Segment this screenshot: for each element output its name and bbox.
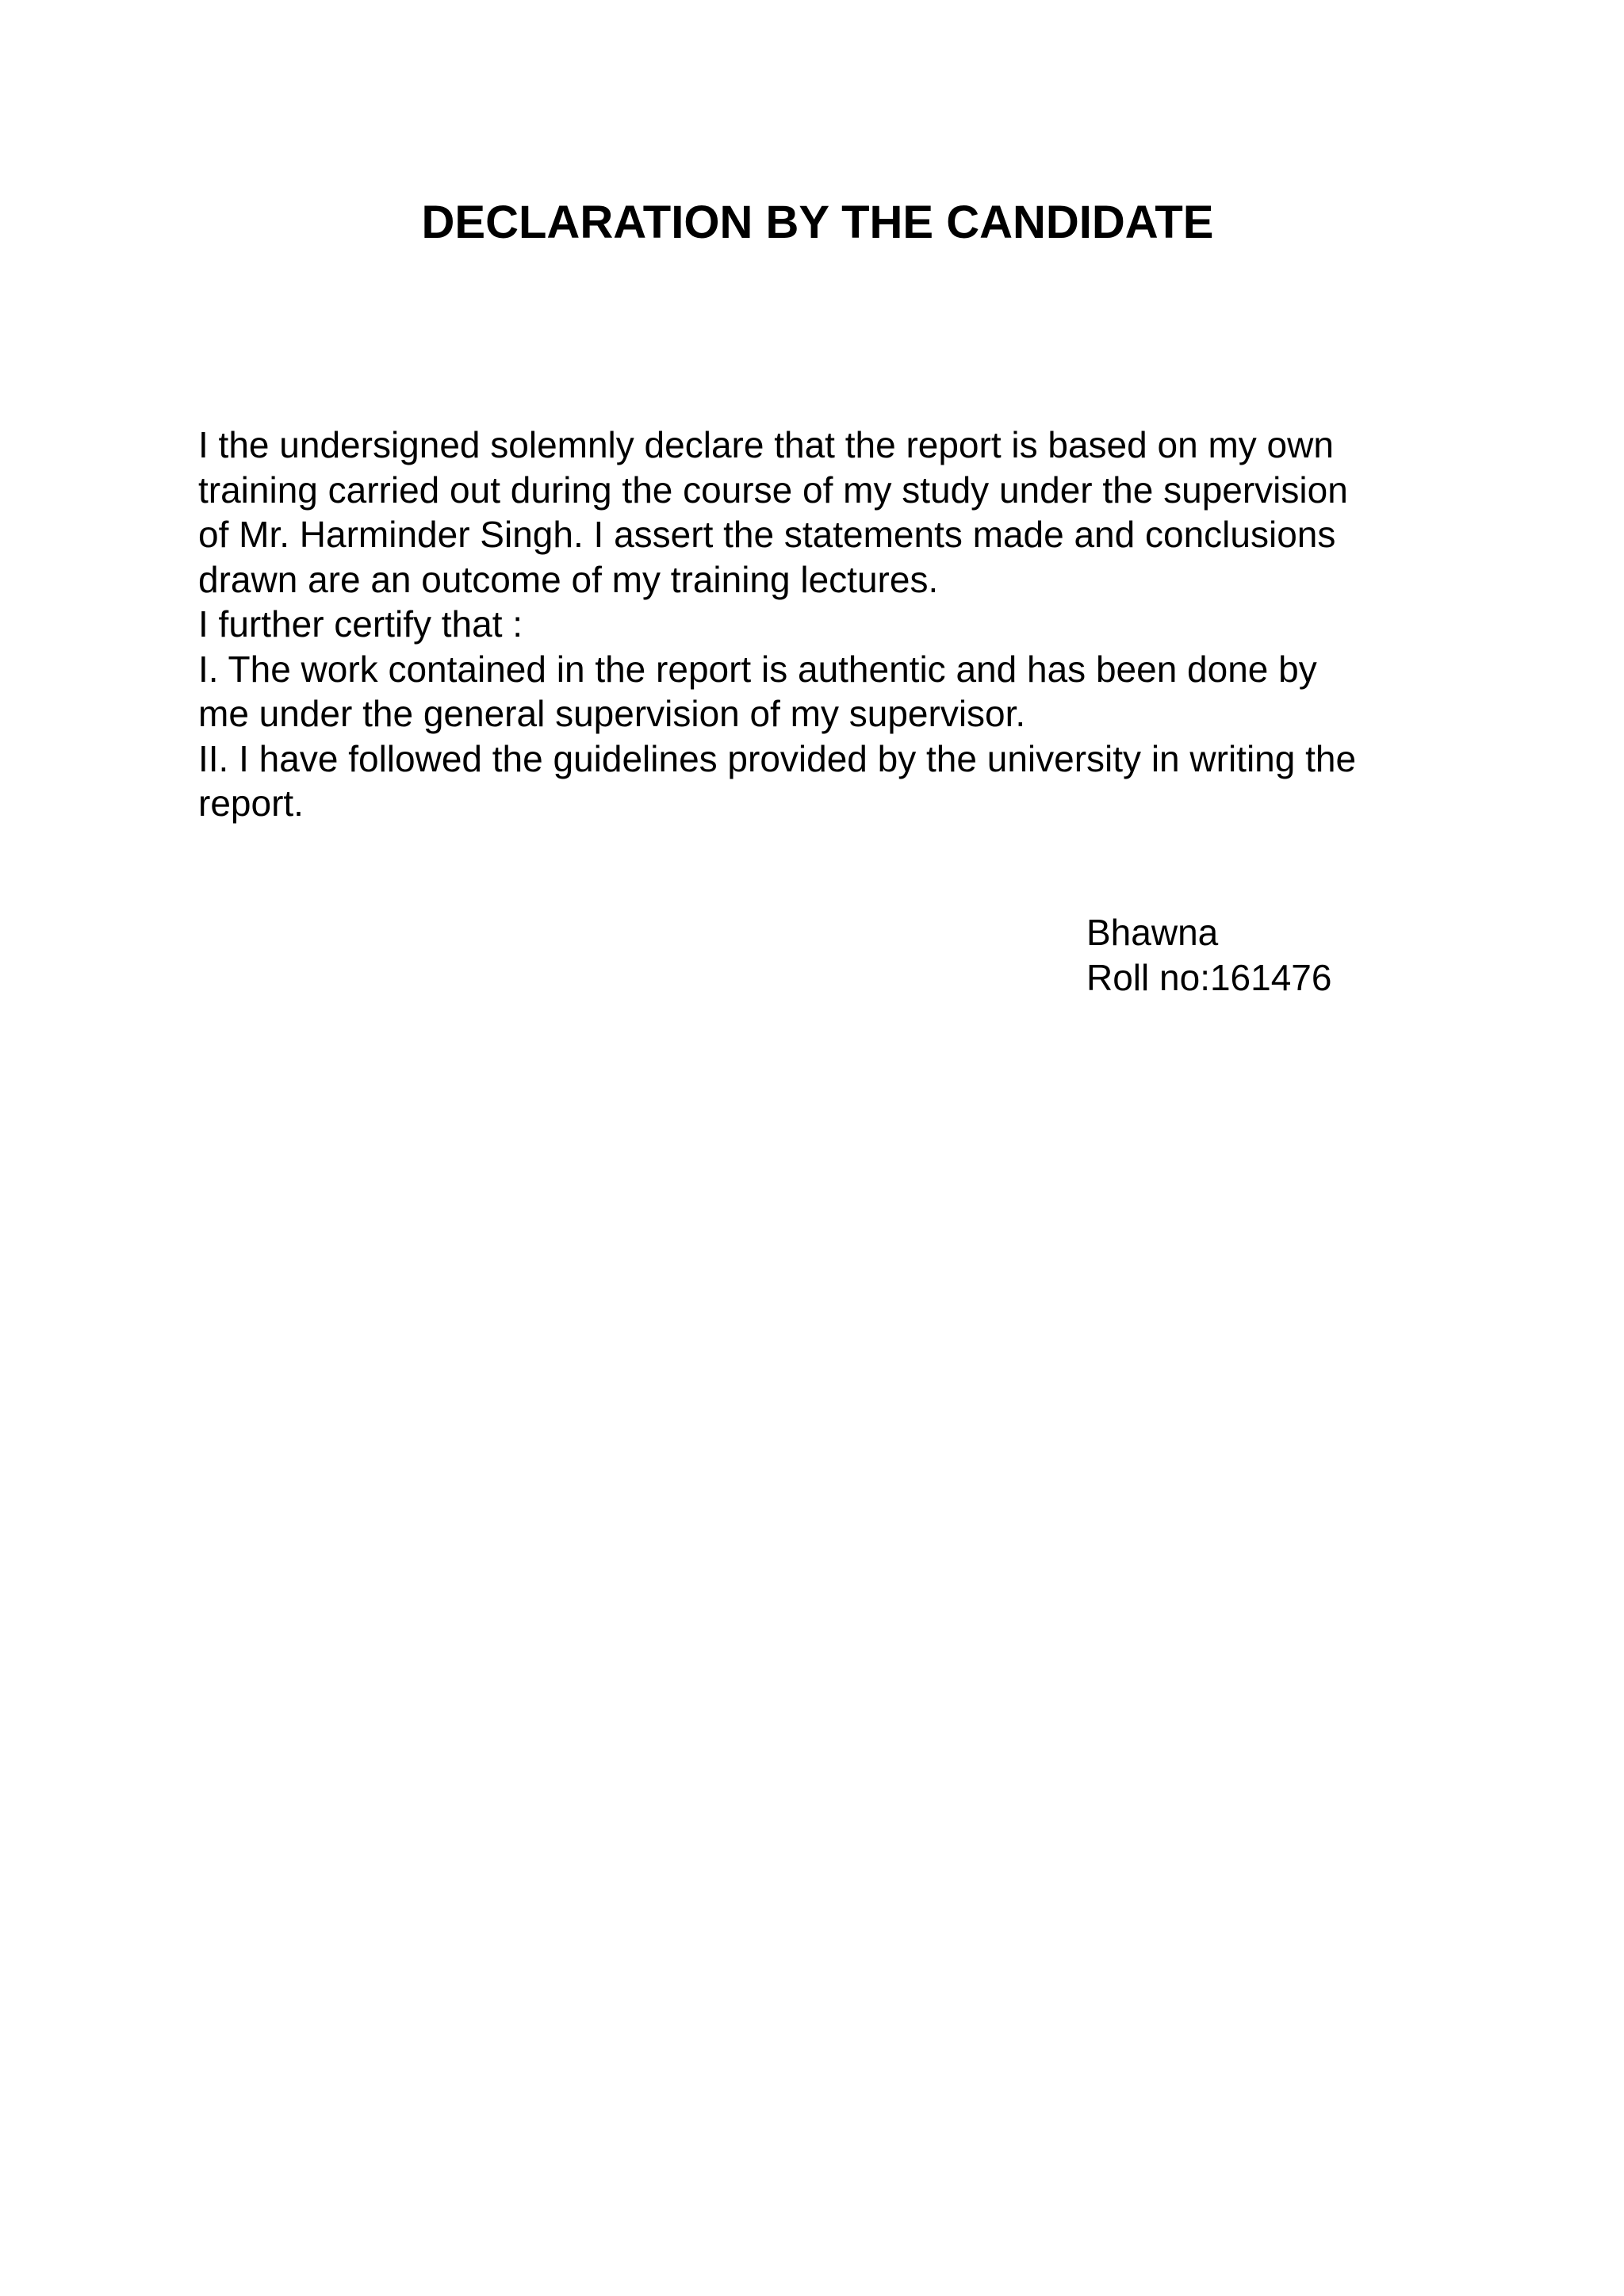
certify-item-2-line: II. I have followed the guidelines provided by the university in writing the — [198, 737, 1357, 779]
page-title: DECLARATION BY THE CANDIDATE — [421, 197, 1214, 248]
certify-item-1-line: I. The work contained in the report is authentic and has been done by — [198, 648, 1317, 690]
certify-item-1-line: me under the general supervision of my supervisor. — [198, 693, 1026, 734]
declaration-line: drawn are an outcome of my training lectures. — [198, 558, 939, 600]
roll-number: Roll no:161476 — [1086, 956, 1332, 998]
declaration-body — [198, 423, 1483, 826]
signature-block — [1086, 910, 1331, 1000]
declaration-line: training carried out during the course of my study under the supervision — [198, 469, 1348, 511]
certify-item-2-line: report. — [198, 783, 304, 824]
declaration-line: of Mr. Harminder Singh. I assert the statements made and conclusions — [198, 514, 1336, 555]
declaration-line: I the undersigned solemnly declare that the report is based on my own — [198, 424, 1334, 465]
certify-intro-line: I further certify that : — [198, 603, 523, 645]
candidate-name: Bhawna — [1086, 912, 1219, 953]
